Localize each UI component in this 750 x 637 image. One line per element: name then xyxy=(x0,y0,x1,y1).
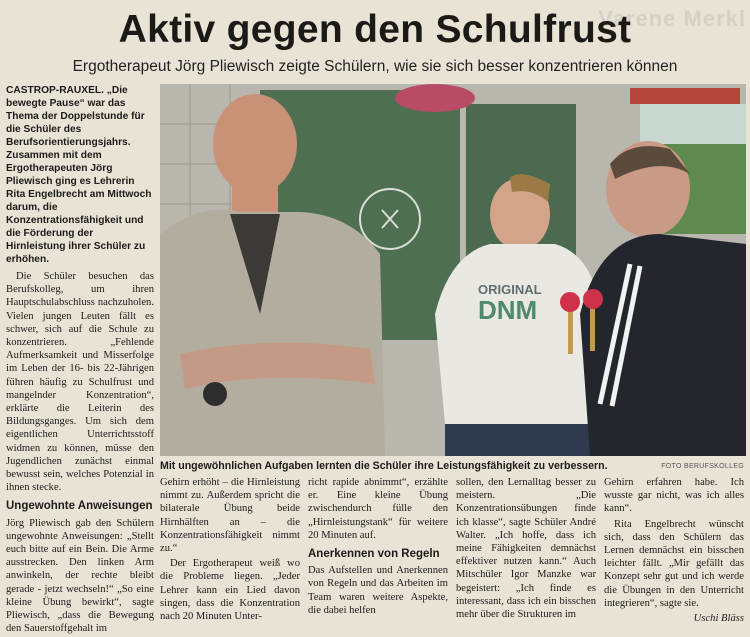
classroom-photo-illustration xyxy=(160,84,746,456)
article-column-4 xyxy=(456,476,596,623)
background-text-fragment: Varene Merkl xyxy=(598,6,746,31)
photo-caption: Mit ungewöhnlichen Aufgaben lernten die Schüler ihre Leistungsfähigkeit zu verbessern. xyxy=(160,460,608,472)
article-column-5 xyxy=(604,476,744,627)
author-byline: Uschi Bläss xyxy=(693,613,744,625)
section-heading: Anerkennen von Regeln xyxy=(308,548,440,561)
article-photo xyxy=(160,84,746,456)
article-column-1 xyxy=(6,84,154,637)
body-paragraph: Das Aufstellen und Anerkennen von Regeln und das Arbeiten im Team waren weitere Aspekte, die dabei helfen xyxy=(308,565,448,616)
body-paragraph: Der Ergotherapeut weiß wo die Probleme liegen. „Jeder Lehrer kann ein Lied davon singen, dass die Konzentration nach 20 Minuten Unter- xyxy=(160,558,300,623)
body-paragraph: Gehirn erhöht – die Hirnleistung nimmt zu. Außerdem spricht die bilaterale Übung beide Hirnhälften an – die Konzentrationsfähigkeit nimmt zu.“ xyxy=(160,477,300,555)
shirt-text: ORIGINAL xyxy=(478,282,542,297)
headline: Aktiv gegen den Schulfrust xyxy=(118,8,632,51)
body-paragraph: richt rapide abnimmt“, erzählte er. Eine kleine Übung zwischendurch fülle den „Hirnleistungstank“ für weitere 20 Minuten auf. xyxy=(308,477,448,541)
body-paragraph: Die Schüler besuchen das Berufskolleg, um ihren Hauptschulabschluss nachzuholen. Vielen jungen Leuten fällt es schwer, sich auf die Schule zu konzentrieren. „Fehlende Aufmerksamkeit und Misserfolge im Leben der 16- bis 22-Jährigen führen häufig zu Schulfrust und mangelnder Konzentration“, erklärte die Leiterin des Bildungsganges. Um sich dem eigentlichen Unterrichtsstoff widmen zu können, müsse den Jugendlichen zunächst einmal bewusst sein, welches Potenzial in ihnen stecke. xyxy=(6,271,154,494)
body-paragraph: Jörg Pliewisch gab den Schülern ungewohnte Anweisungen: „Stellt euch bitte auf ein Bein. Die Arme ausstrecken. Den linken Arm anwinkeln, der rechte bleibt gerade - jetzt wechseln!“ „So eine kleine Übung bewirkt“, sagte Pliewisch, „dass die Bewegung den Sauerstoffgehalt im xyxy=(6,517,154,635)
article-column-2 xyxy=(160,476,300,625)
body-paragraph: Rita Engelbrecht wünscht sich, dass den Schülern das Lernen demnächst ein bisschen leichter fällt. „Mir gefällt das Konzept sehr gut und ich werde die Übungen in den Unterricht integrieren“, sagte sie. xyxy=(604,518,744,609)
section-heading: Ungewohnte Anweisungen xyxy=(6,500,153,513)
subheadline: Ergotherapeut Jörg Pliewisch zeigte Schülern, wie sie sich besser konzentrieren können xyxy=(72,58,678,75)
article-column-3 xyxy=(308,476,448,619)
svg-text:DNM: DNM xyxy=(478,295,538,325)
photo-credit: FOTO BERUFSKOLLEG xyxy=(661,463,744,470)
body-paragraph: Gehirn erfahren habe. Ich wusste gar nicht, was ich alles kann“. xyxy=(604,477,744,515)
lead-paragraph: CASTROP-RAUXEL. „Die bewegte Pause“ war das Thema der Doppelstunde für die Schüler des Berufsorientierungsjahrs. Zusammen mit dem Ergotherapeuten Jörg Pliewisch ging es Lehrerin Rita Engelbrecht am Mittwoch darum, die Konzentrationsfähigkeit und die Förderung der Hirnleistung ihrer Schüler zu erhöhen. xyxy=(6,85,152,265)
body-paragraph: sollen, den Lernalltag besser zu meistern. „Die Konzentrationsübungen finde ich klasse“, sagte Schüler André Walter. „Ich hoffe, dass ich meine Fähigkeiten demnächst effektiver nutzen kann.“ Auch Mitschüler Igor Manzke war begeistert: „Ich finde es interessant, dass ich ein bisschen mehr über die Strukturen im xyxy=(456,477,596,621)
